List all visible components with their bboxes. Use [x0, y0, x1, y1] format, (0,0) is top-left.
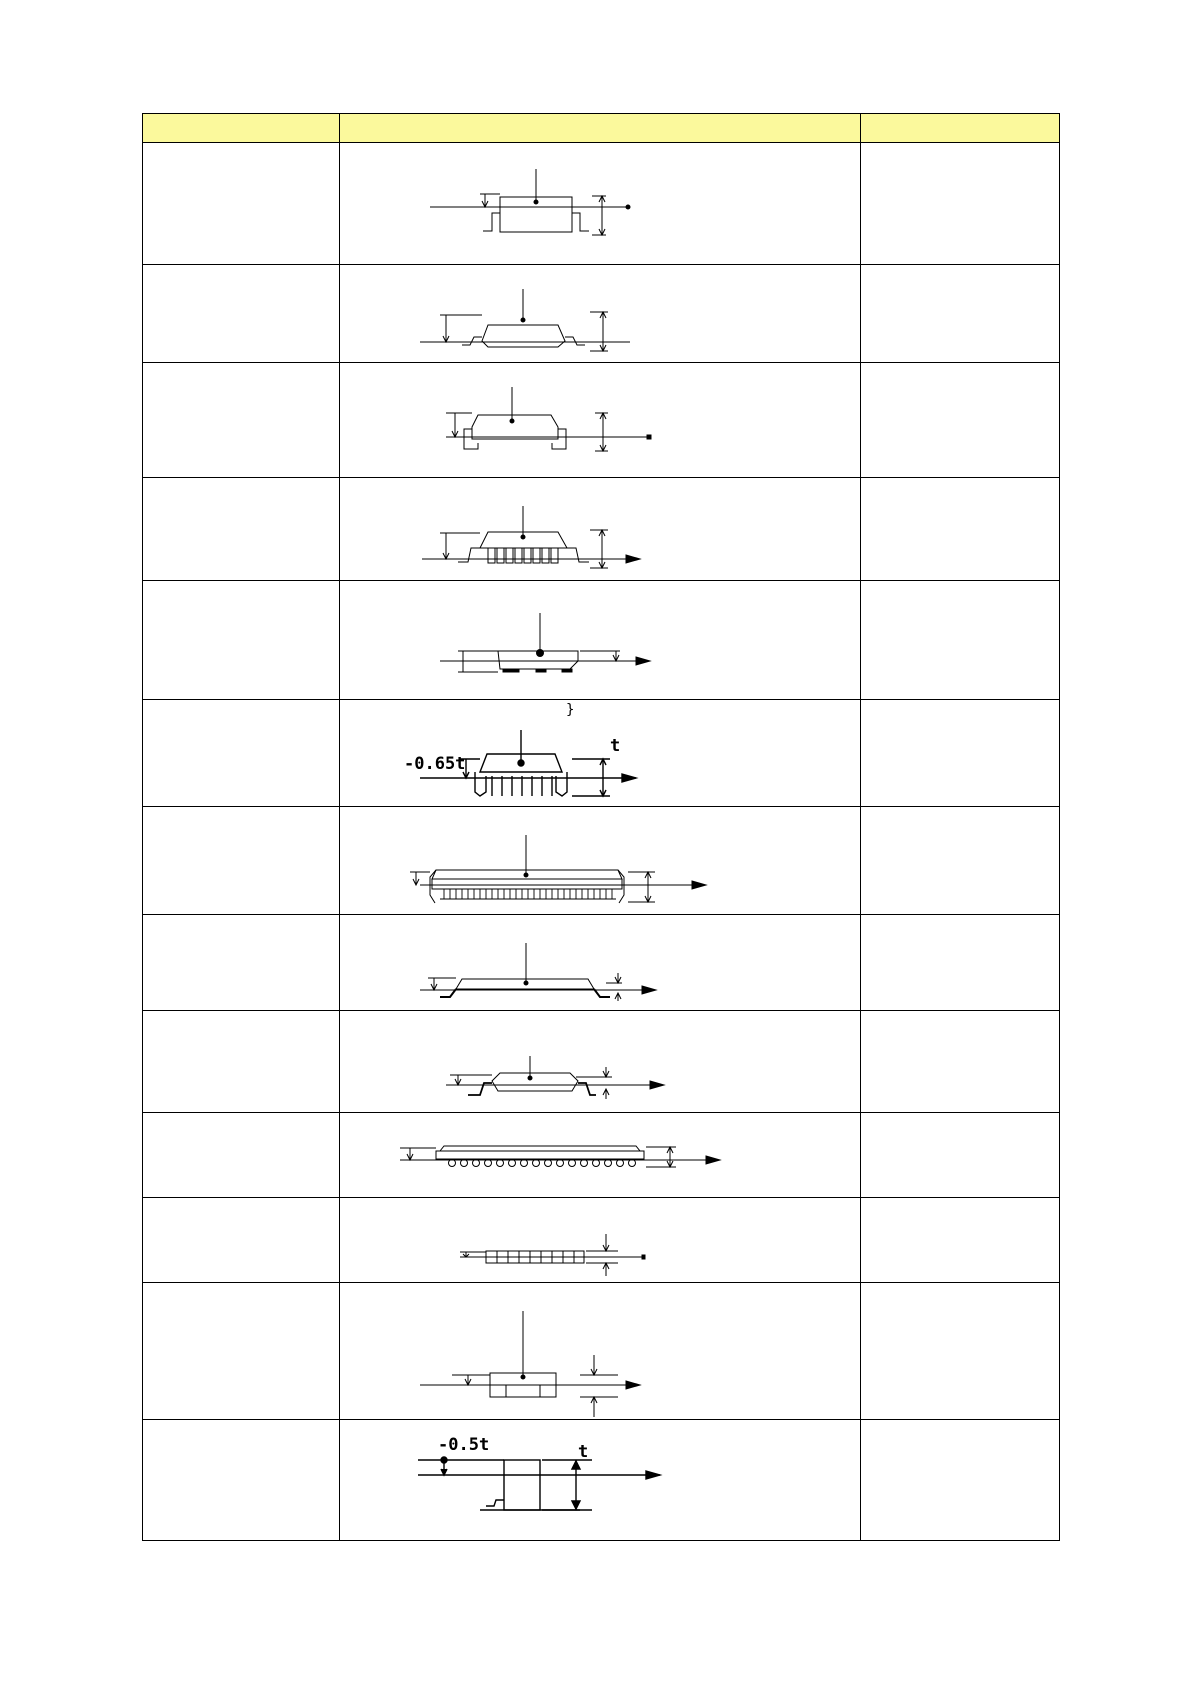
package-diagram-cell — [340, 1113, 861, 1198]
package-name-cell — [143, 915, 340, 1011]
offset-label: -0.5t — [438, 1435, 490, 1455]
package-diagram-cell — [340, 265, 861, 363]
package-diagram — [340, 581, 858, 699]
table-row — [143, 581, 1060, 700]
package-diagram — [340, 478, 858, 580]
package-name-cell — [143, 143, 340, 265]
package-diagram — [340, 807, 858, 914]
package-diagram — [340, 1420, 858, 1540]
pins-group — [488, 548, 558, 563]
table-row — [143, 700, 1060, 807]
package-name-cell — [143, 1198, 340, 1283]
package-name-cell — [143, 363, 340, 478]
notes-cell — [861, 1011, 1060, 1113]
package-diagram-cell — [340, 1011, 861, 1113]
notes-cell — [861, 1420, 1060, 1541]
package-diagram — [340, 265, 858, 362]
notes-cell — [861, 915, 1060, 1011]
package-diagram-cell — [340, 700, 861, 807]
table-row — [143, 1198, 1060, 1283]
package-diagram-cell — [340, 1198, 861, 1283]
package-name-cell — [143, 478, 340, 581]
package-diagram — [340, 1283, 858, 1419]
notes-cell — [861, 700, 1060, 807]
package-name-cell — [143, 1113, 340, 1198]
table-row — [143, 265, 1060, 363]
table-row — [143, 363, 1060, 478]
table-row — [143, 1283, 1060, 1420]
package-diagram — [340, 1198, 858, 1282]
package-diagram-cell — [340, 1420, 861, 1541]
header-cell-2 — [340, 114, 861, 143]
thickness-label: t — [578, 1442, 589, 1462]
table-row — [143, 478, 1060, 581]
package-diagram — [340, 1113, 858, 1197]
table-row — [143, 807, 1060, 915]
package-name-cell — [143, 581, 340, 700]
thickness-label: t — [610, 736, 621, 756]
notes-cell — [861, 363, 1060, 478]
package-diagram-cell — [340, 143, 861, 265]
notes-cell — [861, 581, 1060, 700]
pins-group — [440, 889, 616, 899]
package-diagram-cell — [340, 363, 861, 478]
table-row — [143, 915, 1060, 1011]
package-diagram — [340, 363, 858, 477]
offset-label: -0.65t — [404, 754, 466, 774]
notes-cell — [861, 1113, 1060, 1198]
header-cell-3 — [861, 114, 1060, 143]
mark-label: } — [566, 702, 575, 718]
package-diagram-cell — [340, 478, 861, 581]
package-diagram-cell — [340, 581, 861, 700]
notes-cell — [861, 478, 1060, 581]
package-diagram-cell — [340, 807, 861, 915]
package-name-cell — [143, 1420, 340, 1541]
notes-cell — [861, 265, 1060, 363]
solder-balls-group — [449, 1160, 636, 1167]
package-name-cell — [143, 1283, 340, 1420]
table-row — [143, 143, 1060, 265]
package-diagram — [340, 700, 858, 806]
package-name-cell — [143, 265, 340, 363]
package-diagram — [340, 915, 858, 1010]
package-name-cell — [143, 1011, 340, 1113]
package-diagram — [340, 1011, 858, 1112]
package-diagram-cell — [340, 915, 861, 1011]
notes-cell — [861, 143, 1060, 265]
pins-group — [475, 772, 567, 796]
package-diagram-cell — [340, 1283, 861, 1420]
package-diagram — [340, 143, 858, 264]
package-name-cell — [143, 807, 340, 915]
notes-cell — [861, 1283, 1060, 1420]
table-row — [143, 1420, 1060, 1541]
package-table — [142, 113, 1060, 1541]
header-cell-1 — [143, 114, 340, 143]
header-row — [143, 114, 1060, 143]
package-name-cell — [143, 700, 340, 807]
notes-cell — [861, 807, 1060, 915]
notes-cell — [861, 1198, 1060, 1283]
table-row — [143, 1011, 1060, 1113]
table-row — [143, 1113, 1060, 1198]
